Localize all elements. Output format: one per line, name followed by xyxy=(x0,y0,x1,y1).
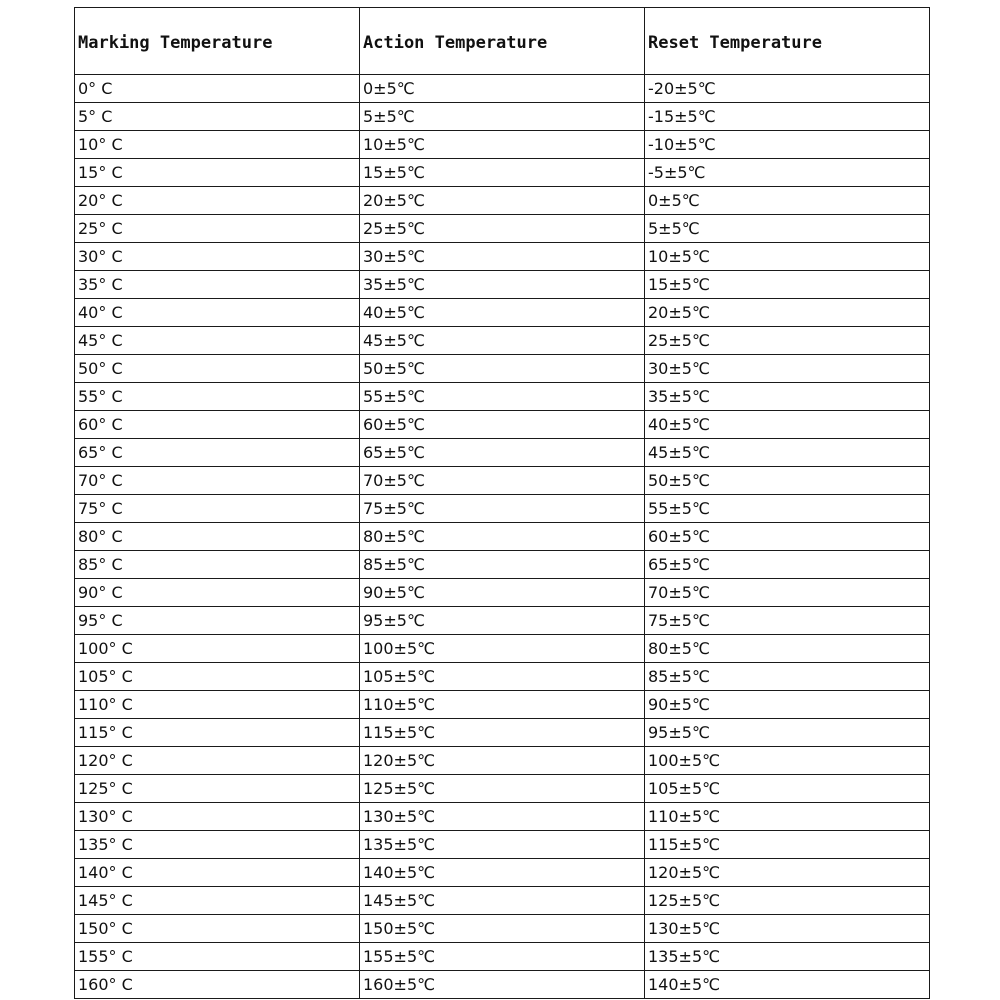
marking-temperature-cell: 125° C xyxy=(75,775,360,803)
table-row xyxy=(75,803,930,831)
table-row xyxy=(75,467,930,495)
header-action-temperature: Action Temperature xyxy=(360,8,645,75)
marking-temperature-cell: 60° C xyxy=(75,411,360,439)
reset-temperature-cell: 25±5℃ xyxy=(645,327,930,355)
marking-temperature-cell: 70° C xyxy=(75,467,360,495)
reset-temperature-cell: 60±5℃ xyxy=(645,523,930,551)
action-temperature-cell: 120±5℃ xyxy=(360,747,645,775)
reset-temperature-cell: 130±5℃ xyxy=(645,915,930,943)
marking-temperature-cell: 95° C xyxy=(75,607,360,635)
action-temperature-cell: 60±5℃ xyxy=(360,411,645,439)
reset-temperature-cell: 70±5℃ xyxy=(645,579,930,607)
reset-temperature-cell: -5±5℃ xyxy=(645,159,930,187)
table-row xyxy=(75,103,930,131)
reset-temperature-cell: 40±5℃ xyxy=(645,411,930,439)
action-temperature-cell: 155±5℃ xyxy=(360,943,645,971)
action-temperature-cell: 160±5℃ xyxy=(360,971,645,999)
table-row xyxy=(75,663,930,691)
table-row xyxy=(75,607,930,635)
reset-temperature-cell: 110±5℃ xyxy=(645,803,930,831)
temperature-table-container xyxy=(74,7,929,999)
action-temperature-cell: 140±5℃ xyxy=(360,859,645,887)
reset-temperature-cell: 90±5℃ xyxy=(645,691,930,719)
marking-temperature-cell: 150° C xyxy=(75,915,360,943)
action-temperature-cell: 55±5℃ xyxy=(360,383,645,411)
marking-temperature-cell: 0° C xyxy=(75,75,360,103)
table-row xyxy=(75,635,930,663)
table-row xyxy=(75,719,930,747)
marking-temperature-cell: 45° C xyxy=(75,327,360,355)
action-temperature-cell: 135±5℃ xyxy=(360,831,645,859)
table-row xyxy=(75,159,930,187)
action-temperature-cell: 70±5℃ xyxy=(360,467,645,495)
action-temperature-cell: 115±5℃ xyxy=(360,719,645,747)
marking-temperature-cell: 130° C xyxy=(75,803,360,831)
marking-temperature-cell: 105° C xyxy=(75,663,360,691)
marking-temperature-cell: 100° C xyxy=(75,635,360,663)
action-temperature-cell: 5±5℃ xyxy=(360,103,645,131)
action-temperature-cell: 105±5℃ xyxy=(360,663,645,691)
reset-temperature-cell: -10±5℃ xyxy=(645,131,930,159)
marking-temperature-cell: 25° C xyxy=(75,215,360,243)
marking-temperature-cell: 5° C xyxy=(75,103,360,131)
marking-temperature-cell: 90° C xyxy=(75,579,360,607)
reset-temperature-cell: -20±5℃ xyxy=(645,75,930,103)
marking-temperature-cell: 10° C xyxy=(75,131,360,159)
marking-temperature-cell: 135° C xyxy=(75,831,360,859)
table-row xyxy=(75,971,930,999)
reset-temperature-cell: 20±5℃ xyxy=(645,299,930,327)
reset-temperature-cell: 45±5℃ xyxy=(645,439,930,467)
reset-temperature-cell: 10±5℃ xyxy=(645,243,930,271)
action-temperature-cell: 100±5℃ xyxy=(360,635,645,663)
action-temperature-cell: 30±5℃ xyxy=(360,243,645,271)
marking-temperature-cell: 85° C xyxy=(75,551,360,579)
marking-temperature-cell: 115° C xyxy=(75,719,360,747)
action-temperature-cell: 80±5℃ xyxy=(360,523,645,551)
table-row xyxy=(75,215,930,243)
action-temperature-cell: 10±5℃ xyxy=(360,131,645,159)
table-row xyxy=(75,383,930,411)
table-row xyxy=(75,775,930,803)
reset-temperature-cell: 80±5℃ xyxy=(645,635,930,663)
reset-temperature-cell: 75±5℃ xyxy=(645,607,930,635)
reset-temperature-cell: 85±5℃ xyxy=(645,663,930,691)
marking-temperature-cell: 65° C xyxy=(75,439,360,467)
table-row xyxy=(75,579,930,607)
marking-temperature-cell: 20° C xyxy=(75,187,360,215)
marking-temperature-cell: 145° C xyxy=(75,887,360,915)
action-temperature-cell: 40±5℃ xyxy=(360,299,645,327)
action-temperature-cell: 150±5℃ xyxy=(360,915,645,943)
action-temperature-cell: 45±5℃ xyxy=(360,327,645,355)
action-temperature-cell: 110±5℃ xyxy=(360,691,645,719)
temperature-table xyxy=(74,7,930,999)
table-row xyxy=(75,747,930,775)
reset-temperature-cell: 120±5℃ xyxy=(645,859,930,887)
table-row xyxy=(75,271,930,299)
marking-temperature-cell: 15° C xyxy=(75,159,360,187)
marking-temperature-cell: 55° C xyxy=(75,383,360,411)
header-marking-temperature: Marking Temperature xyxy=(75,8,360,75)
reset-temperature-cell: 95±5℃ xyxy=(645,719,930,747)
reset-temperature-cell: 50±5℃ xyxy=(645,467,930,495)
table-row xyxy=(75,915,930,943)
marking-temperature-cell: 120° C xyxy=(75,747,360,775)
action-temperature-cell: 75±5℃ xyxy=(360,495,645,523)
action-temperature-cell: 130±5℃ xyxy=(360,803,645,831)
action-temperature-cell: 15±5℃ xyxy=(360,159,645,187)
marking-temperature-cell: 160° C xyxy=(75,971,360,999)
reset-temperature-cell: 140±5℃ xyxy=(645,971,930,999)
reset-temperature-cell: 105±5℃ xyxy=(645,775,930,803)
action-temperature-cell: 125±5℃ xyxy=(360,775,645,803)
reset-temperature-cell: 0±5℃ xyxy=(645,187,930,215)
table-body xyxy=(75,75,930,999)
table-row xyxy=(75,355,930,383)
marking-temperature-cell: 80° C xyxy=(75,523,360,551)
marking-temperature-cell: 155° C xyxy=(75,943,360,971)
table-row xyxy=(75,439,930,467)
table-row xyxy=(75,691,930,719)
table-row xyxy=(75,943,930,971)
table-row xyxy=(75,299,930,327)
marking-temperature-cell: 35° C xyxy=(75,271,360,299)
reset-temperature-cell: 65±5℃ xyxy=(645,551,930,579)
reset-temperature-cell: 100±5℃ xyxy=(645,747,930,775)
table-row xyxy=(75,551,930,579)
marking-temperature-cell: 40° C xyxy=(75,299,360,327)
action-temperature-cell: 20±5℃ xyxy=(360,187,645,215)
reset-temperature-cell: 55±5℃ xyxy=(645,495,930,523)
table-row xyxy=(75,243,930,271)
table-row xyxy=(75,131,930,159)
action-temperature-cell: 65±5℃ xyxy=(360,439,645,467)
action-temperature-cell: 25±5℃ xyxy=(360,215,645,243)
action-temperature-cell: 90±5℃ xyxy=(360,579,645,607)
action-temperature-cell: 0±5℃ xyxy=(360,75,645,103)
reset-temperature-cell: 115±5℃ xyxy=(645,831,930,859)
marking-temperature-cell: 75° C xyxy=(75,495,360,523)
action-temperature-cell: 35±5℃ xyxy=(360,271,645,299)
marking-temperature-cell: 30° C xyxy=(75,243,360,271)
table-row xyxy=(75,859,930,887)
reset-temperature-cell: -15±5℃ xyxy=(645,103,930,131)
table-row xyxy=(75,75,930,103)
table-row xyxy=(75,523,930,551)
marking-temperature-cell: 50° C xyxy=(75,355,360,383)
reset-temperature-cell: 35±5℃ xyxy=(645,383,930,411)
table-row xyxy=(75,187,930,215)
table-row xyxy=(75,831,930,859)
table-row xyxy=(75,495,930,523)
action-temperature-cell: 50±5℃ xyxy=(360,355,645,383)
action-temperature-cell: 95±5℃ xyxy=(360,607,645,635)
table-row xyxy=(75,887,930,915)
reset-temperature-cell: 15±5℃ xyxy=(645,271,930,299)
table-row xyxy=(75,327,930,355)
action-temperature-cell: 85±5℃ xyxy=(360,551,645,579)
reset-temperature-cell: 5±5℃ xyxy=(645,215,930,243)
header-row xyxy=(75,8,930,75)
marking-temperature-cell: 110° C xyxy=(75,691,360,719)
reset-temperature-cell: 135±5℃ xyxy=(645,943,930,971)
action-temperature-cell: 145±5℃ xyxy=(360,887,645,915)
header-reset-temperature: Reset Temperature xyxy=(645,8,930,75)
reset-temperature-cell: 30±5℃ xyxy=(645,355,930,383)
marking-temperature-cell: 140° C xyxy=(75,859,360,887)
table-row xyxy=(75,411,930,439)
reset-temperature-cell: 125±5℃ xyxy=(645,887,930,915)
